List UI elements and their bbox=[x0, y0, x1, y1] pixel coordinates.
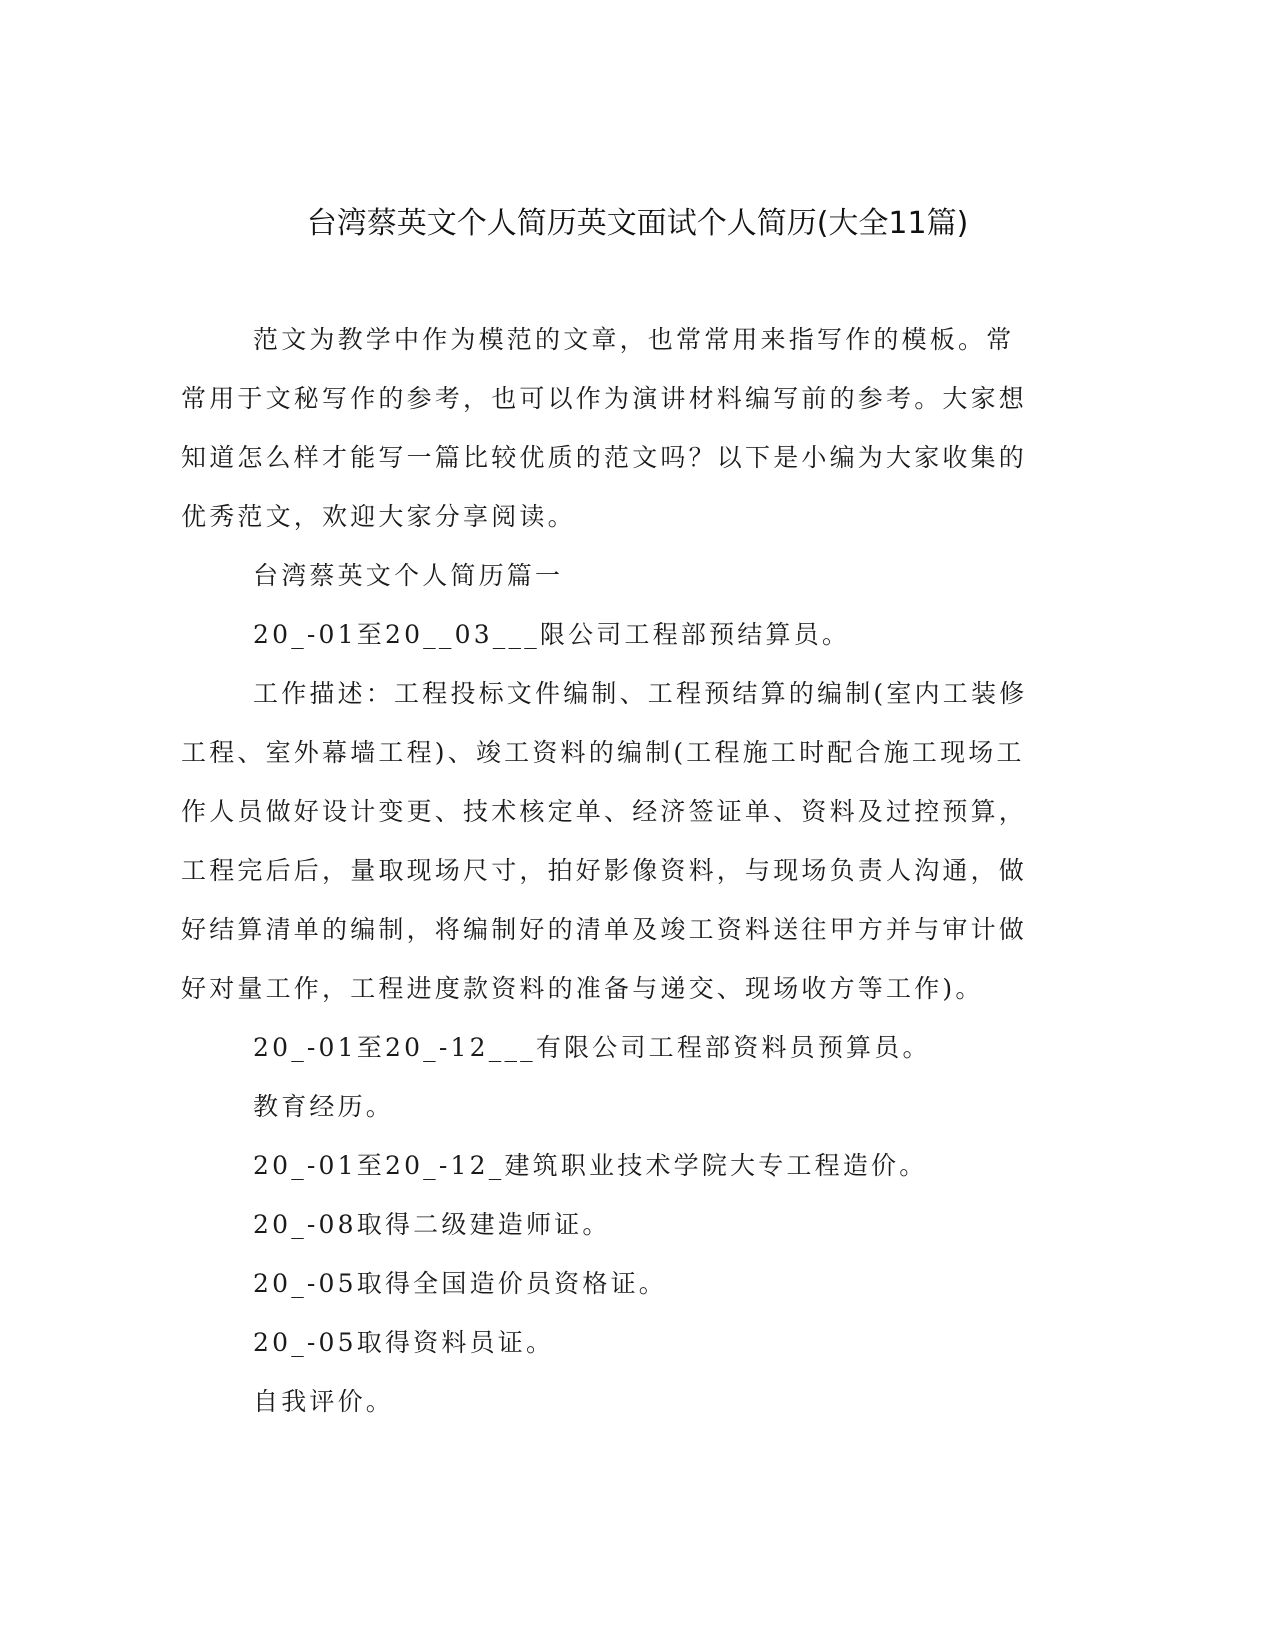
document-body bbox=[181, 310, 1030, 1431]
self-evaluation-heading: 自我评价。 bbox=[253, 1387, 395, 1416]
intro-paragraph: 范文为教学中作为模范的文章，也常常用来指写作的模板。常常用于文秘写作的参考，也可以作为演讲材料编写前的参考。大家想知道怎么样才能写一篇比较优质的范文吗？以下是小编为大家收集的优秀范文，欢迎大家分享阅读。 bbox=[181, 325, 1028, 531]
work-description-paragraph: 工作描述：工程投标文件编制、工程预结算的编制(室内工装修工程、室外幕墙工程)、竣工资料的编制(工程施工时配合施工现场工作人员做好设计变更、技术核定单、经济签证单、资料及过控预算，工程完后后，量取现场尺寸，拍好影像资料，与现场负责人沟通，做好结算清单的编制，将编制好的清单及竣工资料送往甲方并与审计做好对量工作，工程进度款资料的准备与递交、现场收方等工作)。 bbox=[181, 679, 1028, 1003]
certificate-entry-3: 20_-05取得资料员证。 bbox=[253, 1328, 555, 1357]
certificate-entry-1: 20_-08取得二级建造师证。 bbox=[253, 1210, 611, 1239]
work-entry-2: 20_-01至20_-12___有限公司工程部资料员预算员。 bbox=[253, 1033, 931, 1062]
education-entry: 20_-01至20_-12_建筑职业技术学院大专工程造价。 bbox=[253, 1151, 928, 1180]
certificate-entry-2: 20_-05取得全国造价员资格证。 bbox=[253, 1269, 667, 1298]
work-entry-1: 20_-01至20__03___限公司工程部预结算员。 bbox=[253, 620, 851, 649]
education-heading: 教育经历。 bbox=[253, 1092, 395, 1121]
document-title: 台湾蔡英文个人简历英文面试个人简历(大全11篇) bbox=[306, 206, 969, 241]
section-heading-resume-1: 台湾蔡英文个人简历篇一 bbox=[253, 561, 564, 590]
